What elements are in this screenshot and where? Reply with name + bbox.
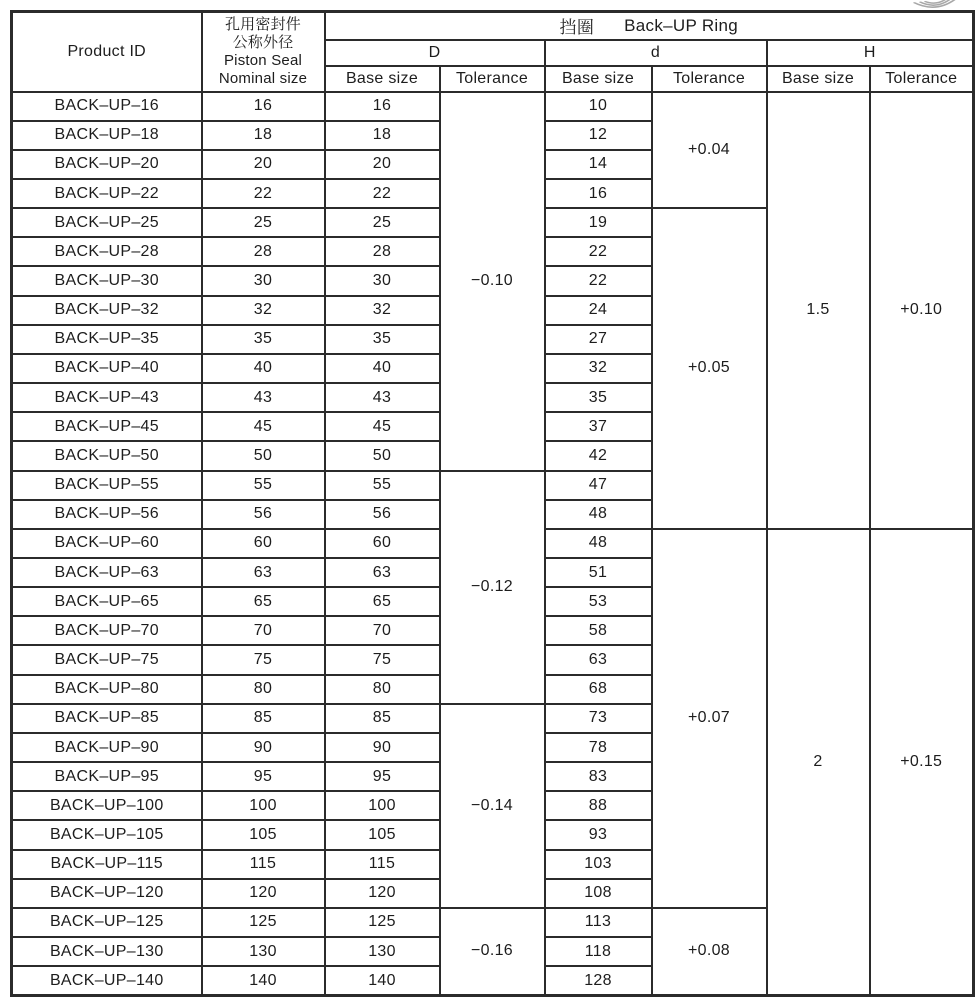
nominal-size-cell: 40 xyxy=(202,354,325,383)
D-base-size-cell: 120 xyxy=(325,879,440,908)
nominal-size-cell: 20 xyxy=(202,150,325,179)
d-base-size-cell: 32 xyxy=(545,354,652,383)
nominal-size-cell: 90 xyxy=(202,733,325,762)
D-base-size-cell: 95 xyxy=(325,762,440,791)
d-base-size-cell: 63 xyxy=(545,645,652,674)
D-base-size-cell: 40 xyxy=(325,354,440,383)
H-tolerance-cell: +0.10 xyxy=(870,92,974,529)
product-id-cell: BACK–UP–85 xyxy=(12,704,202,733)
product-id-cell: BACK–UP–105 xyxy=(12,820,202,849)
nominal-size-header xyxy=(202,12,325,92)
D-base-size-cell: 22 xyxy=(325,179,440,208)
d-base-size-header: Base size xyxy=(545,66,652,92)
d-base-size-cell: 37 xyxy=(545,412,652,441)
D-tolerance-cell: −0.10 xyxy=(440,92,545,471)
D-base-size-cell: 63 xyxy=(325,558,440,587)
nominal-line-en1: Piston Seal xyxy=(223,51,303,69)
d-base-size-cell: 58 xyxy=(545,616,652,645)
nominal-size-cell: 80 xyxy=(202,675,325,704)
d-base-size-cell: 14 xyxy=(545,150,652,179)
product-id-cell: BACK–UP–70 xyxy=(12,616,202,645)
D-base-size-cell: 45 xyxy=(325,412,440,441)
nominal-size-cell: 56 xyxy=(202,500,325,529)
product-id-cell: BACK–UP–63 xyxy=(12,558,202,587)
nominal-size-cell: 65 xyxy=(202,587,325,616)
d-base-size-cell: 10 xyxy=(545,92,652,121)
nominal-size-cell: 35 xyxy=(202,325,325,354)
H-base-size-cell: 2 xyxy=(767,529,870,996)
product-id-cell: BACK–UP–55 xyxy=(12,471,202,500)
column-D-header: D xyxy=(325,40,545,66)
product-id-cell: BACK–UP–32 xyxy=(12,296,202,325)
nominal-size-cell: 75 xyxy=(202,645,325,674)
backup-ring-group-header xyxy=(325,12,974,40)
product-id-cell: BACK–UP–75 xyxy=(12,645,202,674)
product-id-cell: BACK–UP–120 xyxy=(12,879,202,908)
d-base-size-cell: 93 xyxy=(545,820,652,849)
product-id-cell: BACK–UP–140 xyxy=(12,966,202,995)
nominal-size-cell: 28 xyxy=(202,237,325,266)
D-base-size-cell: 115 xyxy=(325,850,440,879)
D-base-size-cell: 25 xyxy=(325,208,440,237)
nominal-size-cell: 100 xyxy=(202,791,325,820)
d-tolerance-cell: +0.05 xyxy=(652,208,767,529)
D-tolerance-header: Tolerance xyxy=(440,66,545,92)
d-base-size-cell: 22 xyxy=(545,266,652,295)
d-tolerance-cell: +0.08 xyxy=(652,908,767,996)
D-base-size-cell: 28 xyxy=(325,237,440,266)
H-base-size-header: Base size xyxy=(767,66,870,92)
d-base-size-cell: 118 xyxy=(545,937,652,966)
d-base-size-cell: 47 xyxy=(545,471,652,500)
group-title-en: Back–UP Ring xyxy=(624,15,738,35)
product-id-cell: BACK–UP–95 xyxy=(12,762,202,791)
product-id-cell: BACK–UP–60 xyxy=(12,529,202,558)
product-id-cell: BACK–UP–20 xyxy=(12,150,202,179)
d-base-size-cell: 83 xyxy=(545,762,652,791)
d-base-size-cell: 53 xyxy=(545,587,652,616)
D-base-size-cell: 16 xyxy=(325,92,440,121)
nominal-size-cell: 63 xyxy=(202,558,325,587)
H-base-size-cell: 1.5 xyxy=(767,92,870,529)
d-base-size-cell: 48 xyxy=(545,529,652,558)
d-base-size-cell: 19 xyxy=(545,208,652,237)
group-title-cn: 挡圈 xyxy=(559,18,595,38)
d-base-size-cell: 12 xyxy=(545,121,652,150)
d-base-size-cell: 24 xyxy=(545,296,652,325)
D-base-size-cell: 90 xyxy=(325,733,440,762)
nominal-size-cell: 85 xyxy=(202,704,325,733)
D-base-size-cell: 30 xyxy=(325,266,440,295)
D-base-size-cell: 56 xyxy=(325,500,440,529)
nominal-size-cell: 16 xyxy=(202,92,325,121)
product-id-cell: BACK–UP–50 xyxy=(12,441,202,470)
spec-table xyxy=(10,10,975,997)
d-base-size-cell: 73 xyxy=(545,704,652,733)
d-tolerance-header: Tolerance xyxy=(652,66,767,92)
D-tolerance-cell: −0.14 xyxy=(440,704,545,908)
H-tolerance-header: Tolerance xyxy=(870,66,974,92)
D-base-size-cell: 85 xyxy=(325,704,440,733)
D-base-size-cell: 80 xyxy=(325,675,440,704)
d-base-size-cell: 128 xyxy=(545,966,652,995)
product-id-cell: BACK–UP–125 xyxy=(12,908,202,937)
nominal-size-cell: 30 xyxy=(202,266,325,295)
nominal-size-cell: 55 xyxy=(202,471,325,500)
d-base-size-cell: 48 xyxy=(545,500,652,529)
D-tolerance-cell: −0.12 xyxy=(440,471,545,704)
column-H-header: H xyxy=(767,40,974,66)
H-tolerance-cell: +0.15 xyxy=(870,529,974,996)
column-d-header: d xyxy=(545,40,767,66)
product-id-cell: BACK–UP–80 xyxy=(12,675,202,704)
nominal-size-cell: 32 xyxy=(202,296,325,325)
nominal-line-cn2: 公称外径 xyxy=(232,33,294,51)
D-base-size-cell: 50 xyxy=(325,441,440,470)
nominal-size-cell: 22 xyxy=(202,179,325,208)
product-id-label: Product ID xyxy=(67,42,147,60)
nominal-size-cell: 115 xyxy=(202,850,325,879)
D-base-size-cell: 35 xyxy=(325,325,440,354)
D-base-size-cell: 125 xyxy=(325,908,440,937)
nominal-size-cell: 125 xyxy=(202,908,325,937)
D-base-size-cell: 75 xyxy=(325,645,440,674)
D-base-size-cell: 105 xyxy=(325,820,440,849)
D-base-size-cell: 55 xyxy=(325,471,440,500)
d-base-size-cell: 35 xyxy=(545,383,652,412)
nominal-size-cell: 18 xyxy=(202,121,325,150)
d-base-size-cell: 108 xyxy=(545,879,652,908)
D-base-size-cell: 70 xyxy=(325,616,440,645)
d-base-size-cell: 68 xyxy=(545,675,652,704)
nominal-size-cell: 50 xyxy=(202,441,325,470)
D-base-size-cell: 43 xyxy=(325,383,440,412)
d-tolerance-cell: +0.04 xyxy=(652,92,767,209)
D-base-size-header: Base size xyxy=(325,66,440,92)
product-id-cell: BACK–UP–100 xyxy=(12,791,202,820)
product-id-cell: BACK–UP–56 xyxy=(12,500,202,529)
product-id-cell: BACK–UP–130 xyxy=(12,937,202,966)
product-id-cell: BACK–UP–16 xyxy=(12,92,202,121)
product-id-cell: BACK–UP–30 xyxy=(12,266,202,295)
product-id-cell: BACK–UP–25 xyxy=(12,208,202,237)
table-row xyxy=(12,92,974,121)
product-id-cell: BACK–UP–35 xyxy=(12,325,202,354)
D-base-size-cell: 32 xyxy=(325,296,440,325)
D-base-size-cell: 65 xyxy=(325,587,440,616)
nominal-size-cell: 45 xyxy=(202,412,325,441)
nominal-line-en2: Nominal size xyxy=(218,69,308,87)
product-id-cell: BACK–UP–18 xyxy=(12,121,202,150)
D-base-size-cell: 18 xyxy=(325,121,440,150)
d-base-size-cell: 22 xyxy=(545,237,652,266)
d-tolerance-cell: +0.07 xyxy=(652,529,767,908)
nominal-size-cell: 25 xyxy=(202,208,325,237)
nominal-size-cell: 70 xyxy=(202,616,325,645)
nominal-size-cell: 130 xyxy=(202,937,325,966)
nominal-size-cell: 43 xyxy=(202,383,325,412)
product-id-cell: BACK–UP–65 xyxy=(12,587,202,616)
d-base-size-cell: 16 xyxy=(545,179,652,208)
nominal-size-cell: 60 xyxy=(202,529,325,558)
d-base-size-cell: 113 xyxy=(545,908,652,937)
product-id-cell: BACK–UP–45 xyxy=(12,412,202,441)
product-id-cell: BACK–UP–28 xyxy=(12,237,202,266)
product-id-cell: BACK–UP–22 xyxy=(12,179,202,208)
nominal-size-cell: 95 xyxy=(202,762,325,791)
d-base-size-cell: 27 xyxy=(545,325,652,354)
d-base-size-cell: 78 xyxy=(545,733,652,762)
D-base-size-cell: 130 xyxy=(325,937,440,966)
product-id-cell: BACK–UP–115 xyxy=(12,850,202,879)
product-id-cell: BACK–UP–40 xyxy=(12,354,202,383)
D-base-size-cell: 20 xyxy=(325,150,440,179)
product-id-cell: BACK–UP–43 xyxy=(12,383,202,412)
table-header xyxy=(12,12,974,92)
product-id-header xyxy=(12,12,202,92)
D-tolerance-cell: −0.16 xyxy=(440,908,545,996)
product-id-cell: BACK–UP–90 xyxy=(12,733,202,762)
nominal-size-cell: 140 xyxy=(202,966,325,995)
table-body xyxy=(12,92,974,996)
nominal-line-cn1: 孔用密封件 xyxy=(224,15,301,33)
d-base-size-cell: 103 xyxy=(545,850,652,879)
D-base-size-cell: 100 xyxy=(325,791,440,820)
d-base-size-cell: 88 xyxy=(545,791,652,820)
D-base-size-cell: 60 xyxy=(325,529,440,558)
D-base-size-cell: 140 xyxy=(325,966,440,995)
nominal-size-cell: 105 xyxy=(202,820,325,849)
d-base-size-cell: 42 xyxy=(545,441,652,470)
d-base-size-cell: 51 xyxy=(545,558,652,587)
nominal-size-cell: 120 xyxy=(202,879,325,908)
